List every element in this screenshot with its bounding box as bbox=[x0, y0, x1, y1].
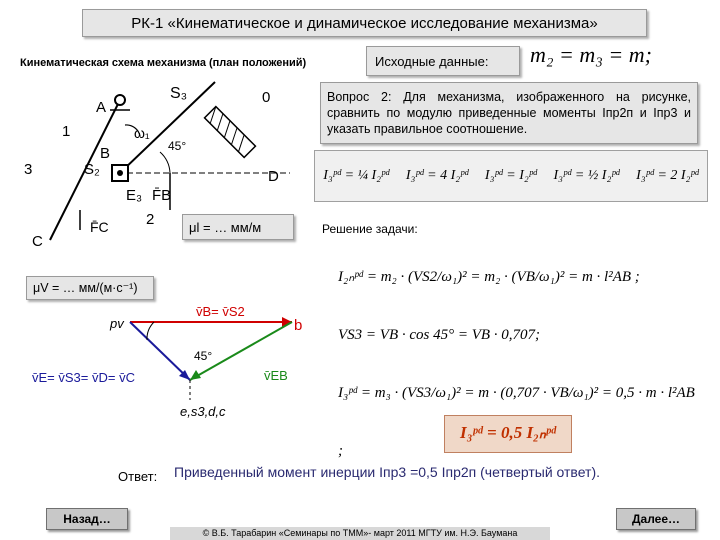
equation-2: VS3 = VB · cos 45° = VB · 0,707; bbox=[338, 327, 541, 343]
option-5[interactable]: I₃ᵖᵈ = 2 I₂ᵖᵈ bbox=[636, 168, 699, 183]
slider-guide bbox=[205, 107, 256, 158]
equation-1: I₂ₙᵖᵈ = m₂ · (VS2/ω₁)² = m₂ · (VB/ω₁)² = m · l²AB ; bbox=[338, 269, 640, 285]
given-label: Исходные данные: bbox=[366, 46, 520, 76]
label-b: B bbox=[100, 145, 111, 162]
label-omega: ω₁ bbox=[134, 125, 150, 141]
label-veb: v̄EB bbox=[264, 368, 288, 383]
label-bottom-points: e,s3,d,c bbox=[180, 404, 226, 419]
length-scale: μl = … мм/м bbox=[182, 214, 294, 240]
option-2[interactable]: I₃ᵖᵈ = 4 I₂ᵖᵈ bbox=[405, 168, 469, 183]
footer: © В.Б. Тарабарин «Семинары по ТММ»- март 2011 МГТУ им. Н.Э. Баумана bbox=[170, 527, 550, 540]
given-equation: m₂ = m₃ = m; bbox=[530, 42, 652, 67]
label-b-point: b bbox=[294, 317, 303, 334]
label-3: 3 bbox=[24, 161, 33, 178]
label-1: 1 bbox=[62, 123, 71, 140]
velocity-plan bbox=[30, 300, 330, 425]
label-angle: 45° bbox=[168, 139, 187, 153]
next-button[interactable]: Далее… bbox=[616, 508, 696, 530]
label-s3: S₃ bbox=[170, 85, 188, 102]
label-a: A bbox=[96, 99, 107, 116]
option-1[interactable]: I₃ᵖᵈ = ¼ I₂ᵖᵈ bbox=[323, 168, 390, 183]
label-ve-chain: v̄E= v̄S3= v̄D= v̄C bbox=[32, 370, 135, 385]
result-stamp: I₃ᵖᵈ = 0,5 I₂ₙᵖᵈ bbox=[444, 415, 572, 453]
label-fc: F̄C bbox=[90, 219, 109, 235]
back-button[interactable]: Назад… bbox=[46, 508, 128, 530]
label-c: C bbox=[32, 233, 43, 250]
answer-text: Приведенный момент инерции Iпр3 =0,5 Iпр2п (четвертый ответ). bbox=[174, 464, 600, 480]
page-title: РК-1 «Кинематическое и динамическое исследование механизма» bbox=[82, 9, 647, 37]
question-box: Вопрос 2: Для механизма, изображенного на рисунке, сравнить по модулю приведенные моменты Iпр2п и Iпр3 и указать правильное соотношение. bbox=[320, 82, 698, 144]
answer-label: Ответ: bbox=[118, 469, 158, 484]
label-0: 0 bbox=[262, 89, 271, 106]
label-2: 2 bbox=[146, 211, 155, 228]
label-e3: E₃ bbox=[126, 187, 143, 204]
label-pv: pv bbox=[110, 316, 124, 331]
options-panel bbox=[314, 150, 708, 202]
joint-a bbox=[115, 95, 125, 105]
vector-ve bbox=[130, 322, 190, 380]
schema-caption: Кинематическая схема механизма (план положений) bbox=[20, 57, 307, 69]
label-fb: F̄B bbox=[152, 187, 172, 204]
option-3[interactable]: I₃ᵖᵈ = I₂ᵖᵈ bbox=[484, 168, 538, 183]
equation-3: I₃ᵖᵈ = m₃ · (VS3/ω₁)² = m · (0,707 · VB/ω₁)² = 0,5 · m · l²AB ; bbox=[338, 385, 695, 459]
velocity-scale: μV = … мм/(м·с⁻¹) bbox=[26, 276, 154, 300]
label-vb-vs2: v̄B= v̄S2 bbox=[196, 304, 245, 319]
label-s2: S₂ bbox=[84, 161, 100, 178]
label-d: D bbox=[268, 168, 279, 185]
angle-arc bbox=[160, 152, 170, 173]
label-angle-45: 45° bbox=[194, 349, 213, 363]
option-4[interactable]: I₃ᵖᵈ = ½ I₂ᵖᵈ bbox=[553, 168, 620, 183]
solution-label: Решение задачи: bbox=[322, 222, 418, 236]
